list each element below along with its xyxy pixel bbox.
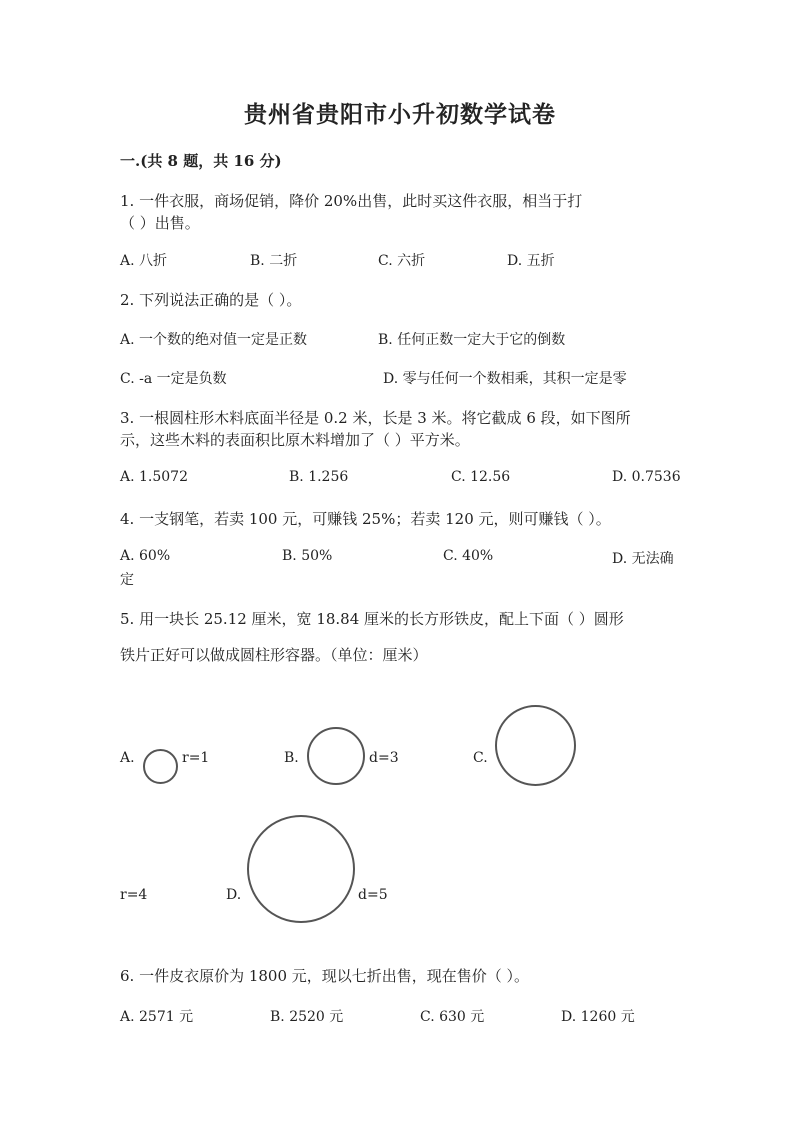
q1-option-c: C. 六折 [378, 253, 426, 269]
q4-text-line1: 4. 一支钢笔，若卖 100 元，可赚钱 25%；若卖 120 元，则可赚钱（ ）。 [120, 510, 611, 528]
q5-value-c: r=4 [120, 887, 148, 903]
q4-option-c: C. 40% [443, 548, 494, 564]
q6-text-line1: 6. 一件皮衣原价为 1800 元，现以七折出售，现在售价（ ）。 [120, 967, 530, 985]
q6-option-b: B. 2520 元 [270, 1009, 344, 1025]
section-heading: 一.(共 8 题，共 16 分) [120, 152, 282, 170]
q1-text-line1: 1. 一件衣服，商场促销，降价 20%出售，此时买这件衣服，相当于打 [120, 192, 583, 210]
q5-circle-d [247, 815, 355, 923]
q3-option-a: A. 1.5072 [120, 469, 188, 485]
q5-label-c: C. [473, 750, 488, 766]
q5-circle-c [495, 705, 576, 786]
q5-value-b: d=3 [369, 750, 399, 766]
q5-label-b: B. [284, 750, 299, 766]
q4-option-d: D. 无法确 [612, 551, 674, 567]
q5-label-d: D. [226, 887, 242, 903]
q4-option-a: A. 60% [120, 548, 171, 564]
q1-option-d: D. 五折 [507, 253, 555, 269]
q5-circle-b [307, 727, 365, 785]
q2-text-line1: 2. 下列说法正确的是（ ）。 [120, 291, 302, 309]
q3-option-d: D. 0.7536 [612, 469, 681, 485]
q3-option-b: B. 1.256 [289, 469, 349, 485]
q4-option-d-wrap: 定 [120, 572, 134, 588]
q6-option-a: A. 2571 元 [120, 1009, 194, 1025]
q2-option-d: D. 零与任何一个数相乘，其积一定是零 [383, 371, 627, 387]
q2-option-c: C. -a 一定是负数 [120, 371, 227, 387]
q3-option-c: C. 12.56 [451, 469, 511, 485]
q5-value-a: r=1 [182, 750, 210, 766]
q5-text-line2: 铁片正好可以做成圆柱形容器。（单位：厘米） [120, 646, 428, 664]
q1-option-a: A. 八折 [120, 253, 168, 269]
q5-value-d: d=5 [358, 887, 388, 903]
q6-option-c: C. 630 元 [420, 1009, 485, 1025]
q4-option-b: B. 50% [282, 548, 333, 564]
q3-text-line2: 示，这些木料的表面积比原木料增加了（ ）平方米。 [120, 431, 470, 449]
q5-label-a: A. [120, 750, 135, 766]
q5-circle-a [143, 749, 178, 784]
q6-option-d: D. 1260 元 [561, 1009, 635, 1025]
q3-text-line1: 3. 一根圆柱形木料底面半径是 0.2 米，长是 3 米。将它截成 6 段，如下图所 [120, 409, 631, 427]
q5-text-line1: 5. 用一块长 25.12 厘米，宽 18.84 厘米的长方形铁皮，配上下面（ ）圆形 [120, 610, 624, 628]
q1-text-line2: （ ）出售。 [120, 214, 200, 232]
q2-option-a: A. 一个数的绝对值一定是正数 [120, 332, 308, 348]
q1-option-b: B. 二折 [250, 253, 298, 269]
q2-option-b: B. 任何正数一定大于它的倒数 [378, 332, 566, 348]
page-title: 贵州省贵阳市小升初数学试卷 [244, 101, 556, 128]
